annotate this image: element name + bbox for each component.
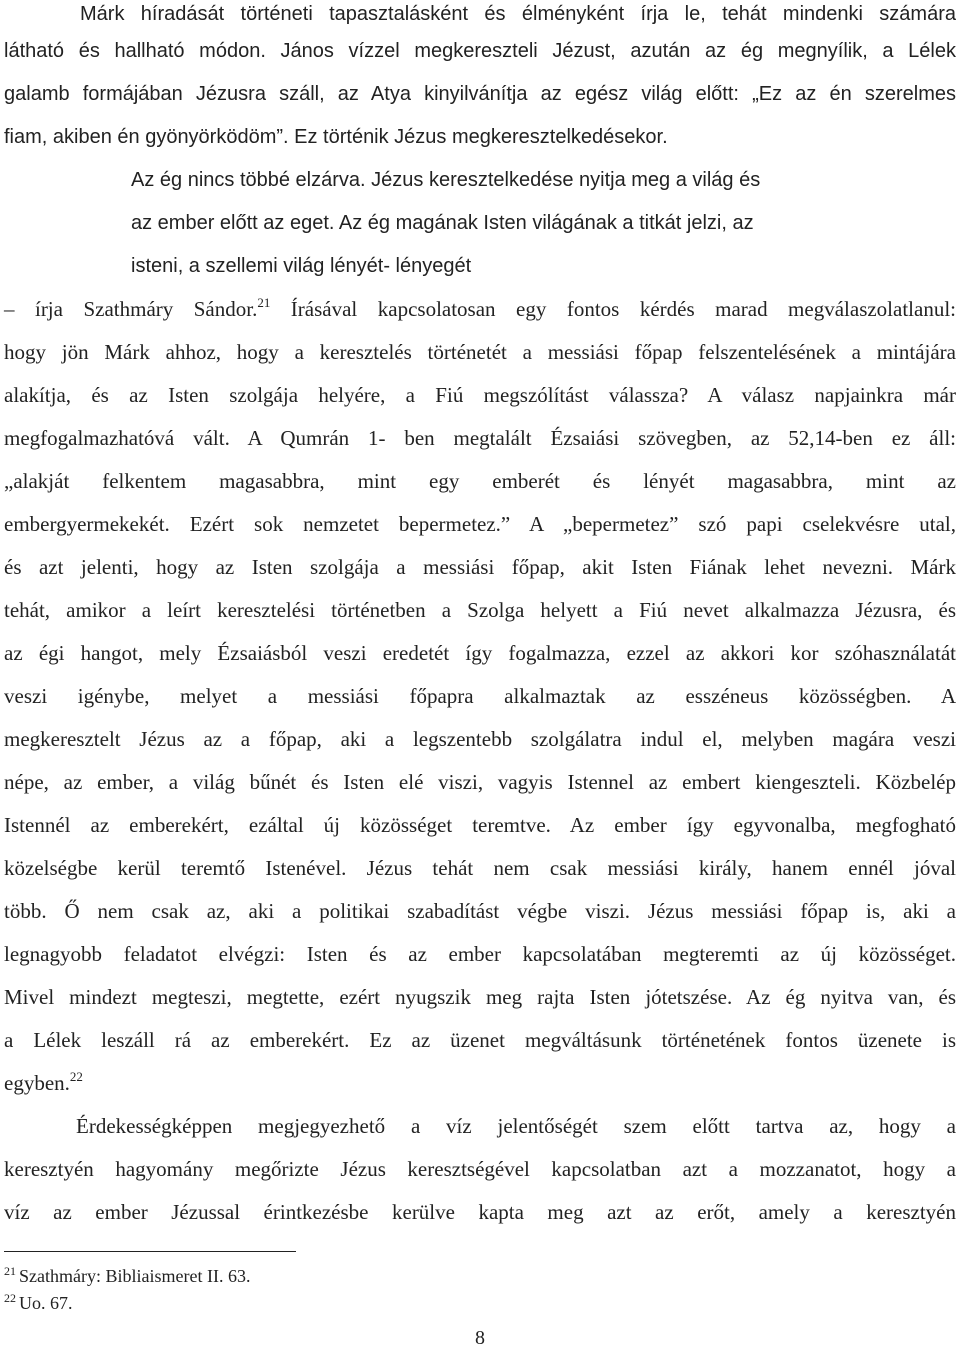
paragraph-line: Mivel mindezt megteszi, megtette, ezért nyugszik meg rajta Isten jótetszése. Az ég nyitva van, és [4,985,956,1009]
paragraph-line: az égi hangot, mely Ézsaiásból veszi eredetét így fogalmazza, ezzel az akkori kor szóhasználatát [4,641,956,665]
footnote-number: 21 [4,1264,16,1278]
body-line: fiam, akiben én gyönyörködöm”. Ez történik Jézus megkeresztelkedésekor. [4,126,668,148]
paragraph-line: közelségbe kerül teremtő Istenével. Jézus tehát nem csak messiási király, hanem ennél jóval [4,856,956,880]
paragraph-line: embergyermekekét. Ezért sok nemzetet bepermetez.” A „bepermetez” szó papi cselekvésre utal, [4,512,956,536]
paragraph-last-text: egyben. [4,1071,70,1095]
paragraph-last-line [4,1069,956,1097]
quote-line: isteni, a szellemi világ lényét- lényegét [131,255,472,277]
footnote-21 [4,1265,250,1289]
footnote-text: Uo. 67. [19,1293,73,1313]
attribution-rest: Írásával kapcsolatosan egy fontos kérdés marad megválaszolatlanul: [270,297,956,321]
paragraph-line: tehát, amikor a leírt keresztelési történetben a Szolga helyett a Fiú nevet alkalmazza Jézusra, és [4,598,956,622]
paragraph-line: megkeresztelt Jézus az a főpap, aki a legszentebb szolgálatra indul el, melyben magára veszi [4,727,956,751]
footnote-ref-21: 21 [257,295,271,310]
attribution-line [4,295,956,323]
paragraph-line: Istennél az emberekért, ezáltal új közösséget teremtve. Az ember így egyvonalba, megfogható [4,813,956,837]
paragraph-line: hogy jön Márk ahhoz, hogy a keresztelés történetét a messiási főpap felszentelésének a mintájára [4,340,956,364]
paragraph-line: több. Ő nem csak az, aki a politikai szabadítást végbe viszi. Jézus messiási főpap is, aki a [4,899,956,923]
footnote-text: Szathmáry: Bibliaismeret II. 63. [19,1266,251,1286]
quote-line: Az ég nincs többé elzárva. Jézus keresztelkedése nyitja meg a világ és [131,169,761,191]
paragraph-line: népe, az ember, a világ bűnét és Isten elé viszi, vagyis Istennel az embert kiengeszteli. Közbelép [4,770,956,794]
paragraph-line: legnagyobb feladatot elvégzi: Isten és az ember kapcsolatában megteremti az új közösséget. [4,942,956,966]
body-line: Márk híradását történeti tapasztalásként és élményként írja le, tehát mindenki számára [80,3,956,25]
paragraph-line: a Lélek leszáll rá az emberekért. Ez az üzenet megváltásunk történetének fontos üzenete is [4,1028,956,1052]
paragraph-line: megfogalmazhatóvá vált. A Qumrán 1- ben megtalált Ézsaiási szövegben, az 52,14-ben ez áll: [4,426,956,450]
paragraph-line: veszi igénybe, melyet a messiási főpapra alkalmaztak az esszéneus közösségben. A [4,684,956,708]
paragraph-line: „alakját felkentem magasabbra, mint egy emberét és lényét magasabbra, mint az [4,469,956,493]
body-line: látható és hallható módon. János vízzel megkereszteli Jézust, azután az ég megnyílik, a Lélek [4,40,956,62]
paragraph2-line: keresztyén hagyomány megőrizte Jézus keresztségével kapcsolatban azt a mozzanatot, hogy a [4,1157,956,1181]
paragraph-line: alakítja, és az Isten szolgája helyére, a Fiú megszólítást válassza? A válasz napjainkra már [4,383,956,407]
quote-line: az ember előtt az eget. Az ég magának Isten világának a titkát jelzi, az [131,212,754,234]
paragraph2-line: víz az ember Jézussal érintkezésbe kerülve kapta meg azt az erőt, amely a keresztyén [4,1200,956,1224]
page-number: 8 [475,1327,485,1349]
footnote-number: 22 [4,1291,16,1305]
attribution-prefix: – írja Szathmáry Sándor. [4,297,258,321]
footnote-22 [4,1292,73,1316]
footnote-ref-22: 22 [69,1069,83,1084]
paragraph-line: és azt jelenti, hogy az Isten szolgája a messiási főpap, akit Isten Fiának lehet nevezni. Márk [4,555,956,579]
footnote-separator [4,1251,296,1252]
paragraph2-line: Érdekességképpen megjegyezhető a víz jelentőségét szem előtt tartva az, hogy a [76,1114,956,1138]
body-line: galamb formájában Jézusra száll, az Atya kinyilvánítja az egész világ előtt: „Ez az én szerelmes [4,83,956,105]
